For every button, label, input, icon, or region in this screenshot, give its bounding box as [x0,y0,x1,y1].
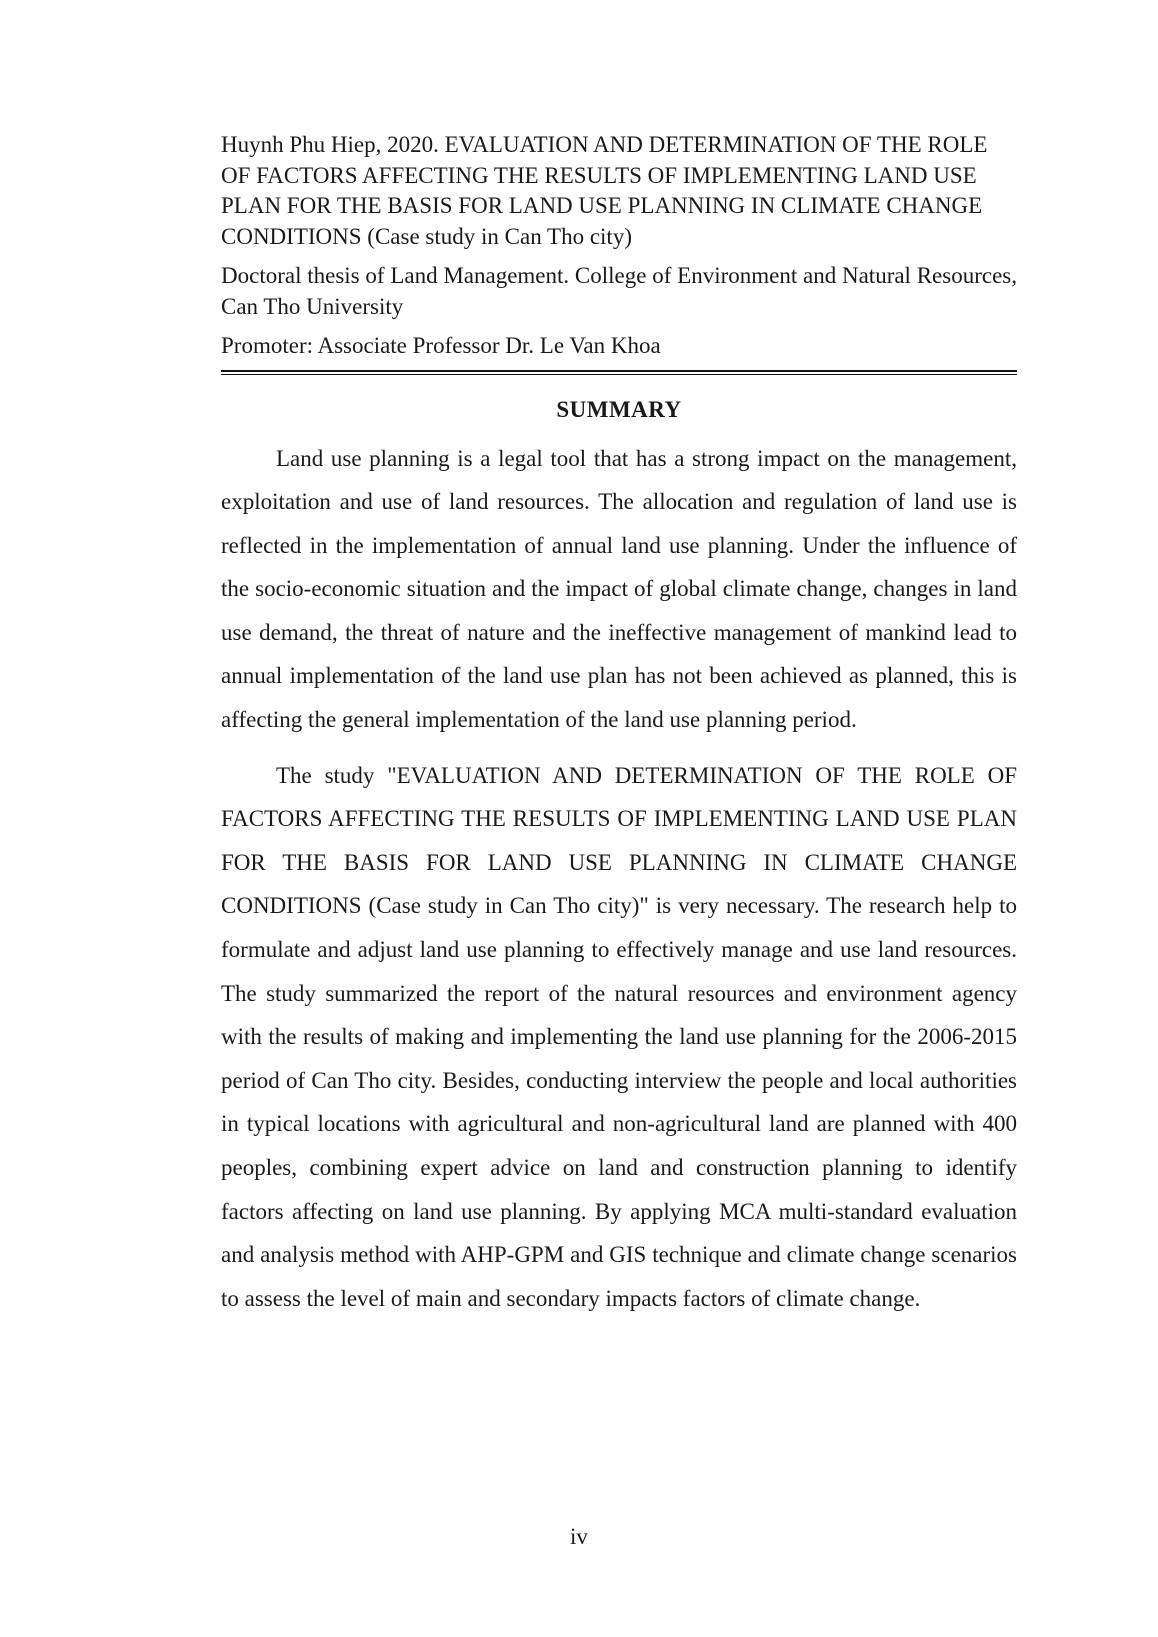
citation-reference: Huynh Phu Hiep, 2020. EVALUATION AND DETERMINATION OF THE ROLE OF FACTORS AFFECTING THE RESULTS OF IMPLEMENTING LAND USE PLAN FOR THE BASIS FOR LAND USE PLANNING IN CLIMATE CHANGE CONDITIONS (Case study in Can Tho city) [221,132,988,249]
summary-paragraph: Land use planning is a legal tool that has a strong impact on the management, exploitation and use of land resources. The allocation and regulation of land use is reflected in the implementation of annual land use planning. Under the influence of the socio-economic situation and the impact of global climate change, changes in land use demand, the threat of nature and the ineffective management of mankind lead to annual implementation of the land use plan has not been achieved as planned, this is affecting the general implementation of the land use planning period. [221,445,1017,733]
document-page [221,130,1017,1320]
citation-promoter: Promoter: Associate Professor Dr. Le Van Khoa [221,333,661,358]
summary-paragraph: The study "EVALUATION AND DETERMINATION OF THE ROLE OF FACTORS AFFECTING THE RESULTS OF IMPLEMENTING LAND USE PLAN FOR THE BASIS FOR LAND USE PLANNING IN CLIMATE CHANGE CONDITIONS (Case study in Can Tho city)" is very necessary. The research help to formulate and adjust land use planning to effectively manage and use land resources. The study summarized the report of the natural resources and environment agency with the results of making and implementing the land use planning for the 2006-2015 period of Can Tho city. Besides, conducting interview the people and local authorities in typical locations with agricultural and non-agricultural land are planned with 400 peoples, combining expert advice on land and construction planning to identify factors affecting on land use planning. By applying MCA multi-standard evaluation and analysis method with AHP-GPM and GIS technique and climate change scenarios to assess the level of main and secondary impacts factors of climate change. [221,762,1017,1311]
summary-heading: SUMMARY [556,396,682,422]
page-number: iv [570,1524,588,1549]
double-rule-divider [221,370,1017,375]
citation-institution: Doctoral thesis of Land Management. College of Environment and Natural Resources, Can Tho University [221,263,1017,319]
